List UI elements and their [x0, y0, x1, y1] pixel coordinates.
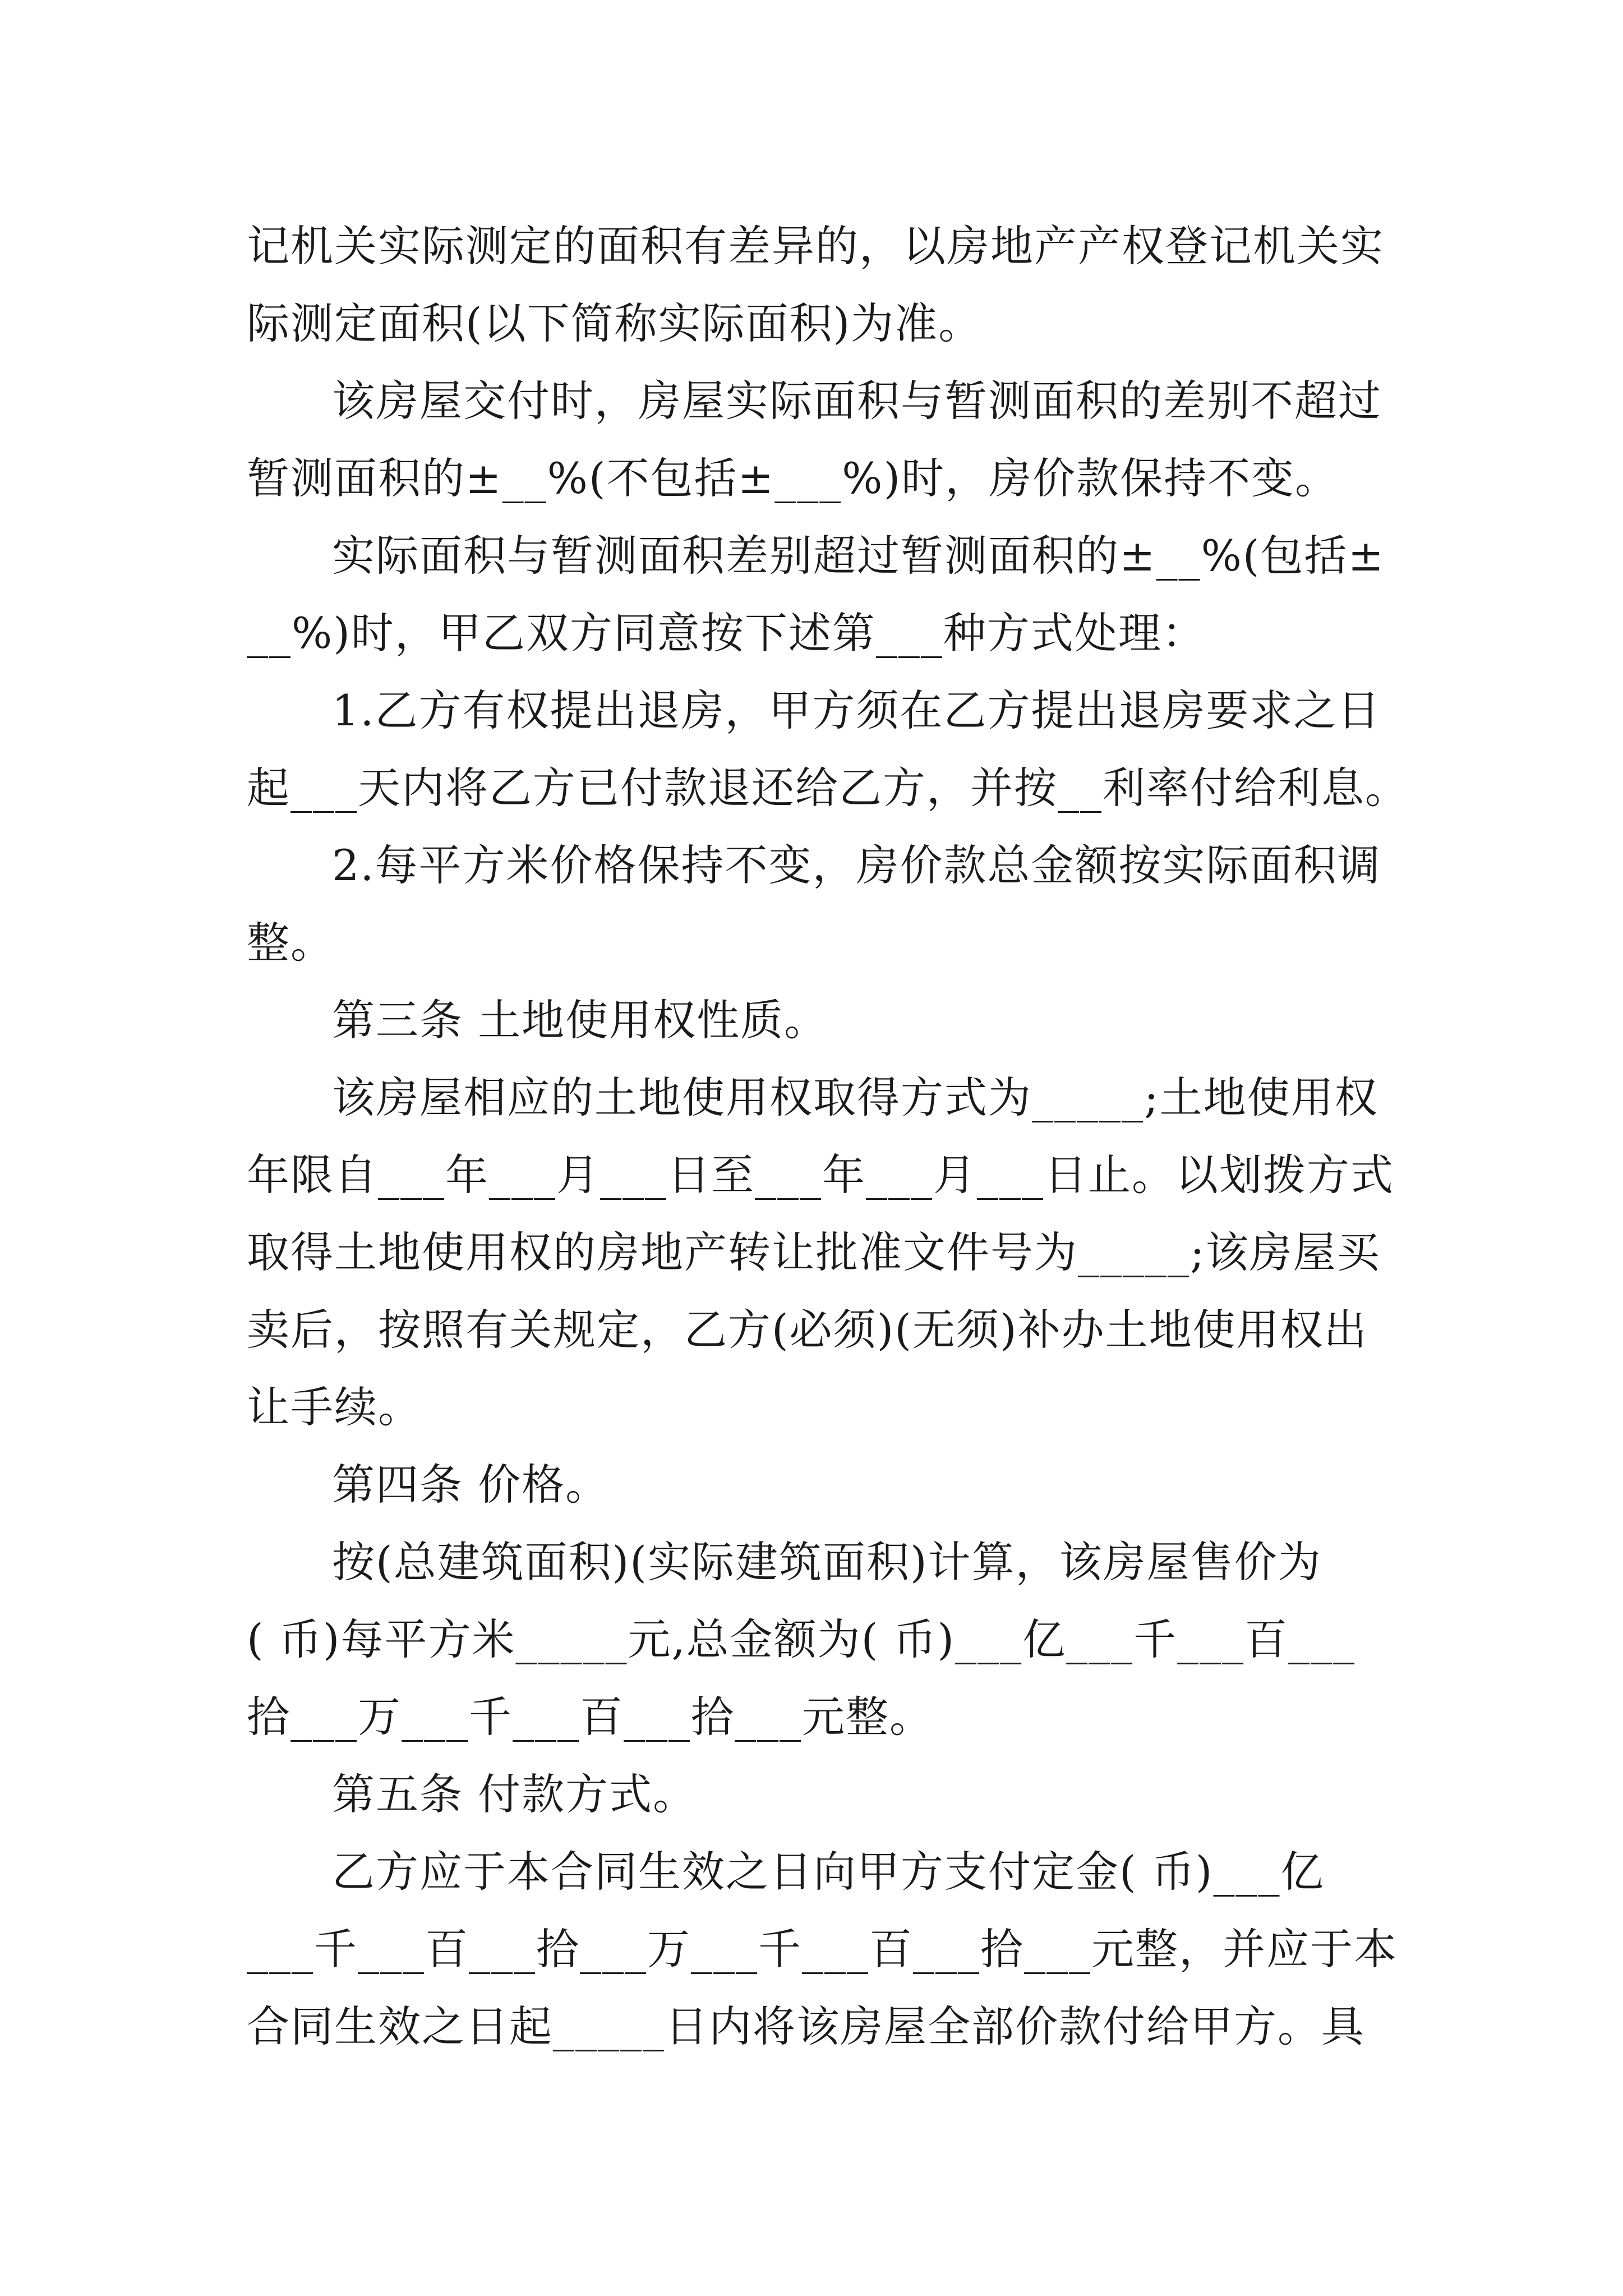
article-heading: 第五条 付款方式。	[332, 1769, 697, 1819]
text-line: 取得土地使用权的房地产转让批准文件号为_____;该房屋买	[247, 1227, 1381, 1277]
text-line: ( 币)每平方米_____元,总金额为( 币)___亿___千___百___	[247, 1614, 1356, 1664]
paragraph-start: 乙方应于本合同生效之日向甲方支付定金( 币)___亿	[332, 1847, 1325, 1897]
paragraph-start: 1.乙方有权提出退房，甲方须在乙方提出退房要求之日	[332, 685, 1381, 735]
text-line: 年限自___年___月___日至___年___月___日止。以划拨方式	[247, 1150, 1394, 1200]
text-line: ___千___百___拾___万___千___百___拾___元整，并应于本	[247, 1924, 1398, 1974]
article-heading: 第四条 价格。	[332, 1460, 610, 1510]
text-line: 合同生效之日起_____日内将该房屋全部价款付给甲方。具	[247, 2001, 1365, 2051]
article-heading: 第三条 土地使用权性质。	[332, 995, 828, 1045]
text-line: 际测定面积(以下简称实际面积)为准。	[247, 298, 983, 348]
text-line: 起___天内将乙方已付款退还给乙方，并按__利率付给利息。	[247, 763, 1409, 813]
text-line: 卖后，按照有关规定，乙方(必须)(无须)补办土地使用权出	[247, 1305, 1368, 1355]
paragraph-start: 按(总建筑面积)(实际建筑面积)计算，该房屋售价为	[332, 1537, 1322, 1587]
paragraph-start: 2.每平方米价格保持不变，房价款总金额按实际面积调	[332, 840, 1381, 890]
paragraph-start: 该房屋交付时，房屋实际面积与暂测面积的差别不超过	[332, 376, 1382, 426]
contract-body	[247, 208, 1409, 2065]
text-line: 让手续。	[247, 1382, 422, 1432]
text-line: __%)时，甲乙双方同意按下述第___种方式处理：	[247, 608, 1206, 658]
paragraph-start: 实际面积与暂测面积差别超过暂测面积的±__%(包括±	[332, 531, 1385, 581]
text-line: 记机关实际测定的面积有差异的，以房地产产权登记机关实	[247, 221, 1384, 271]
text-line: 暂测面积的±__%(不包括±___%)时，房价款保持不变。	[247, 453, 1339, 503]
text-line: 整。	[247, 918, 334, 968]
paragraph-start: 该房屋相应的土地使用权取得方式为_____;土地使用权	[332, 1073, 1378, 1122]
text-line: 拾___万___千___百___拾___元整。	[247, 1692, 933, 1742]
